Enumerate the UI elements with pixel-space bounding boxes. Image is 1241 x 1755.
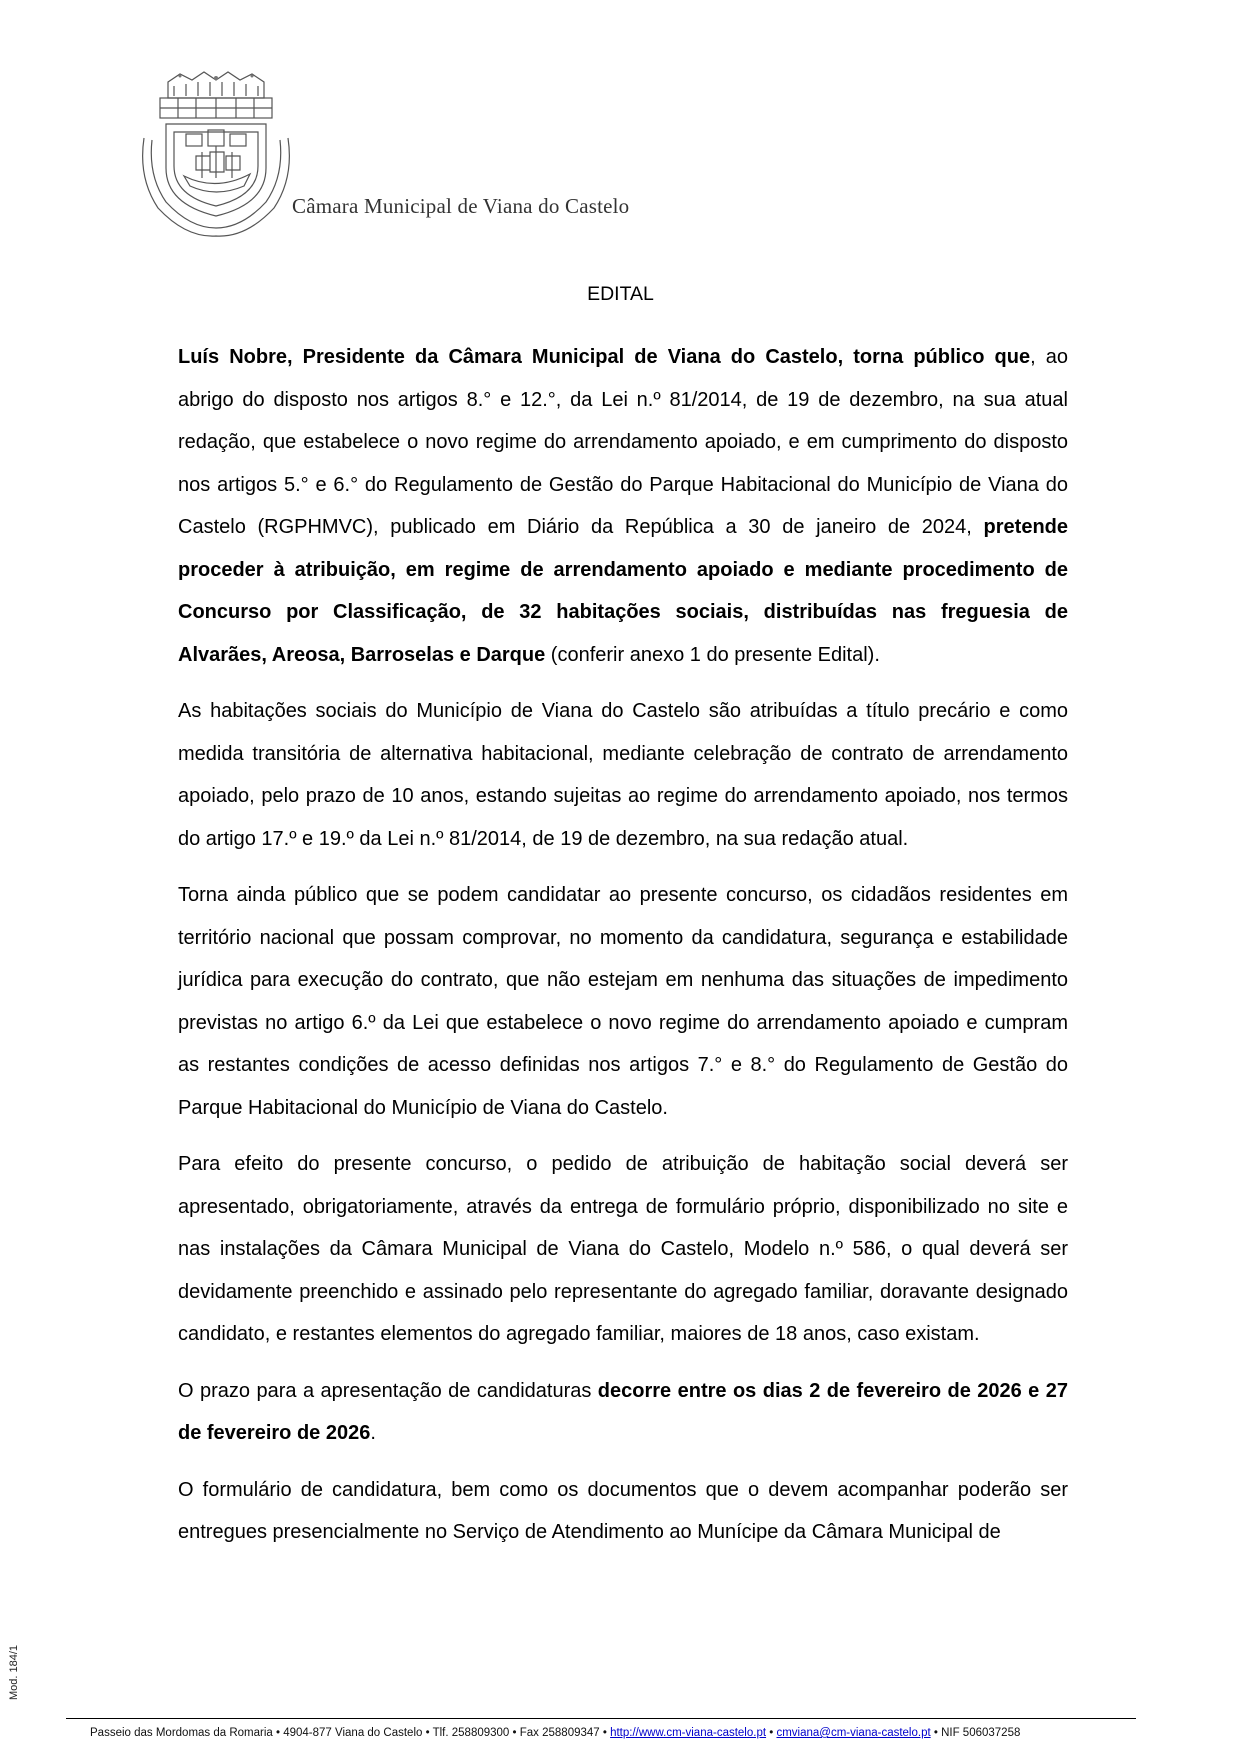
footer-nif: • NIF 506037258 — [930, 1727, 1021, 1739]
municipal-coat-of-arms-icon — [140, 68, 290, 238]
document-title: EDITAL — [587, 283, 654, 305]
paragraph-eligibility: Torna ainda público que se podem candidatar ao presente concurso, os cidadãos residentes em território nacional que possam comprovar, no momento da candidatura, segurança e estabilidade jurídica para execução do contrato, que não estejam em nenhuma das situações de impedimento previstas no artigo 6.º da Lei que estabelece o novo regime do arrendamento apoiado e cumpram as restantes condições de acesso definidas nos artigos 7.° e 8.° do Regulamento de Gestão do Parque Habitacional do Município de Viana do Castelo. — [178, 884, 1068, 1119]
deadline-intro: O prazo para a apresentação de candidaturas — [178, 1379, 598, 1402]
footer — [90, 1727, 1150, 1739]
footer-separator: • — [766, 1727, 777, 1739]
announcement-lead: Luís Nobre, Presidente da Câmara Municipal de Viana do Castelo, torna público que — [178, 346, 1031, 368]
paragraph-announcement — [178, 336, 1068, 676]
announcement-purpose: pretende proceder à atribuição, em regime de arrendamento apoiado e mediante procedimento de Concurso por Classificação, de 32 habitações sociais, distribuídas nas freguesia de Alvarães, Areosa, Barroselas e Darque — [178, 516, 1068, 666]
document-body — [178, 336, 1068, 1568]
announcement-legal-basis: , ao abrigo do disposto nos artigos 8.° e 12.°, da Lei n.º 81/2014, de 19 de dezembro, na sua atual redação, que estabelece o novo regime do arrendamento apoiado, e em cumprimento do disposto nos artigos 5.° e 6.° do Regulamento de Gestão do Parque Habitacional do Município de Viana do Castelo (RGPHMVC), publicado em Diário da República a 30 de janeiro de 2024, — [178, 346, 1069, 538]
announcement-annex-ref: (conferir anexo 1 do presente Edital). — [545, 643, 880, 666]
paragraph-deadline — [178, 1370, 1068, 1455]
footer-address: Passeio das Mordomas da Romaria • 4904-877 Viana do Castelo • Tlf. 258809300 • Fax 258809347 • — [90, 1727, 611, 1739]
paragraph-application-form: Para efeito do presente concurso, o pedido de atribuição de habitação social deverá ser apresentado, obrigatoriamente, através da entrega de formulário próprio, disponibilizado no site e nas instalações da Câmara Municipal de Viana do Castelo, Modelo n.º 586, o qual deverá ser devidamente preenchido e assinado pelo representante do agregado familiar, doravante designado candidato, e restantes elementos do agregado familiar, maiores de 18 anos, caso existam. — [178, 1153, 1068, 1345]
footer-website-link[interactable]: http://www.cm-viana-castelo.pt — [610, 1727, 767, 1739]
deadline-end: . — [370, 1422, 376, 1444]
footer-divider — [66, 1718, 1136, 1719]
form-model-label: Mod. 184/1 — [8, 1644, 20, 1700]
deadline-dates: decorre entre os dias 2 de fevereiro de 2026 e 27 de fevereiro de 2026 — [178, 1379, 1068, 1444]
paragraph-submission: O formulário de candidatura, bem como os documentos que o devem acompanhar poderão ser entregues presencialmente no Serviço de Atendimento ao Munícipe da Câmara Municipal de — [178, 1478, 1068, 1543]
paragraph-housing-terms: As habitações sociais do Município de Viana do Castelo são atribuídas a título precário e como medida transitória de alternativa habitacional, mediante celebração de contrato de arrendamento apoiado, pelo prazo de 10 anos, estando sujeitas ao regime do arrendamento apoiado, nos termos do artigo 17.º e 19.º da Lei n.º 81/2014, de 19 de dezembro, na sua redação atual. — [178, 700, 1068, 850]
footer-email-link[interactable]: cmviana@cm-viana-castelo.pt — [776, 1727, 931, 1739]
organization-name: Câmara Municipal de Viana do Castelo — [292, 194, 630, 218]
